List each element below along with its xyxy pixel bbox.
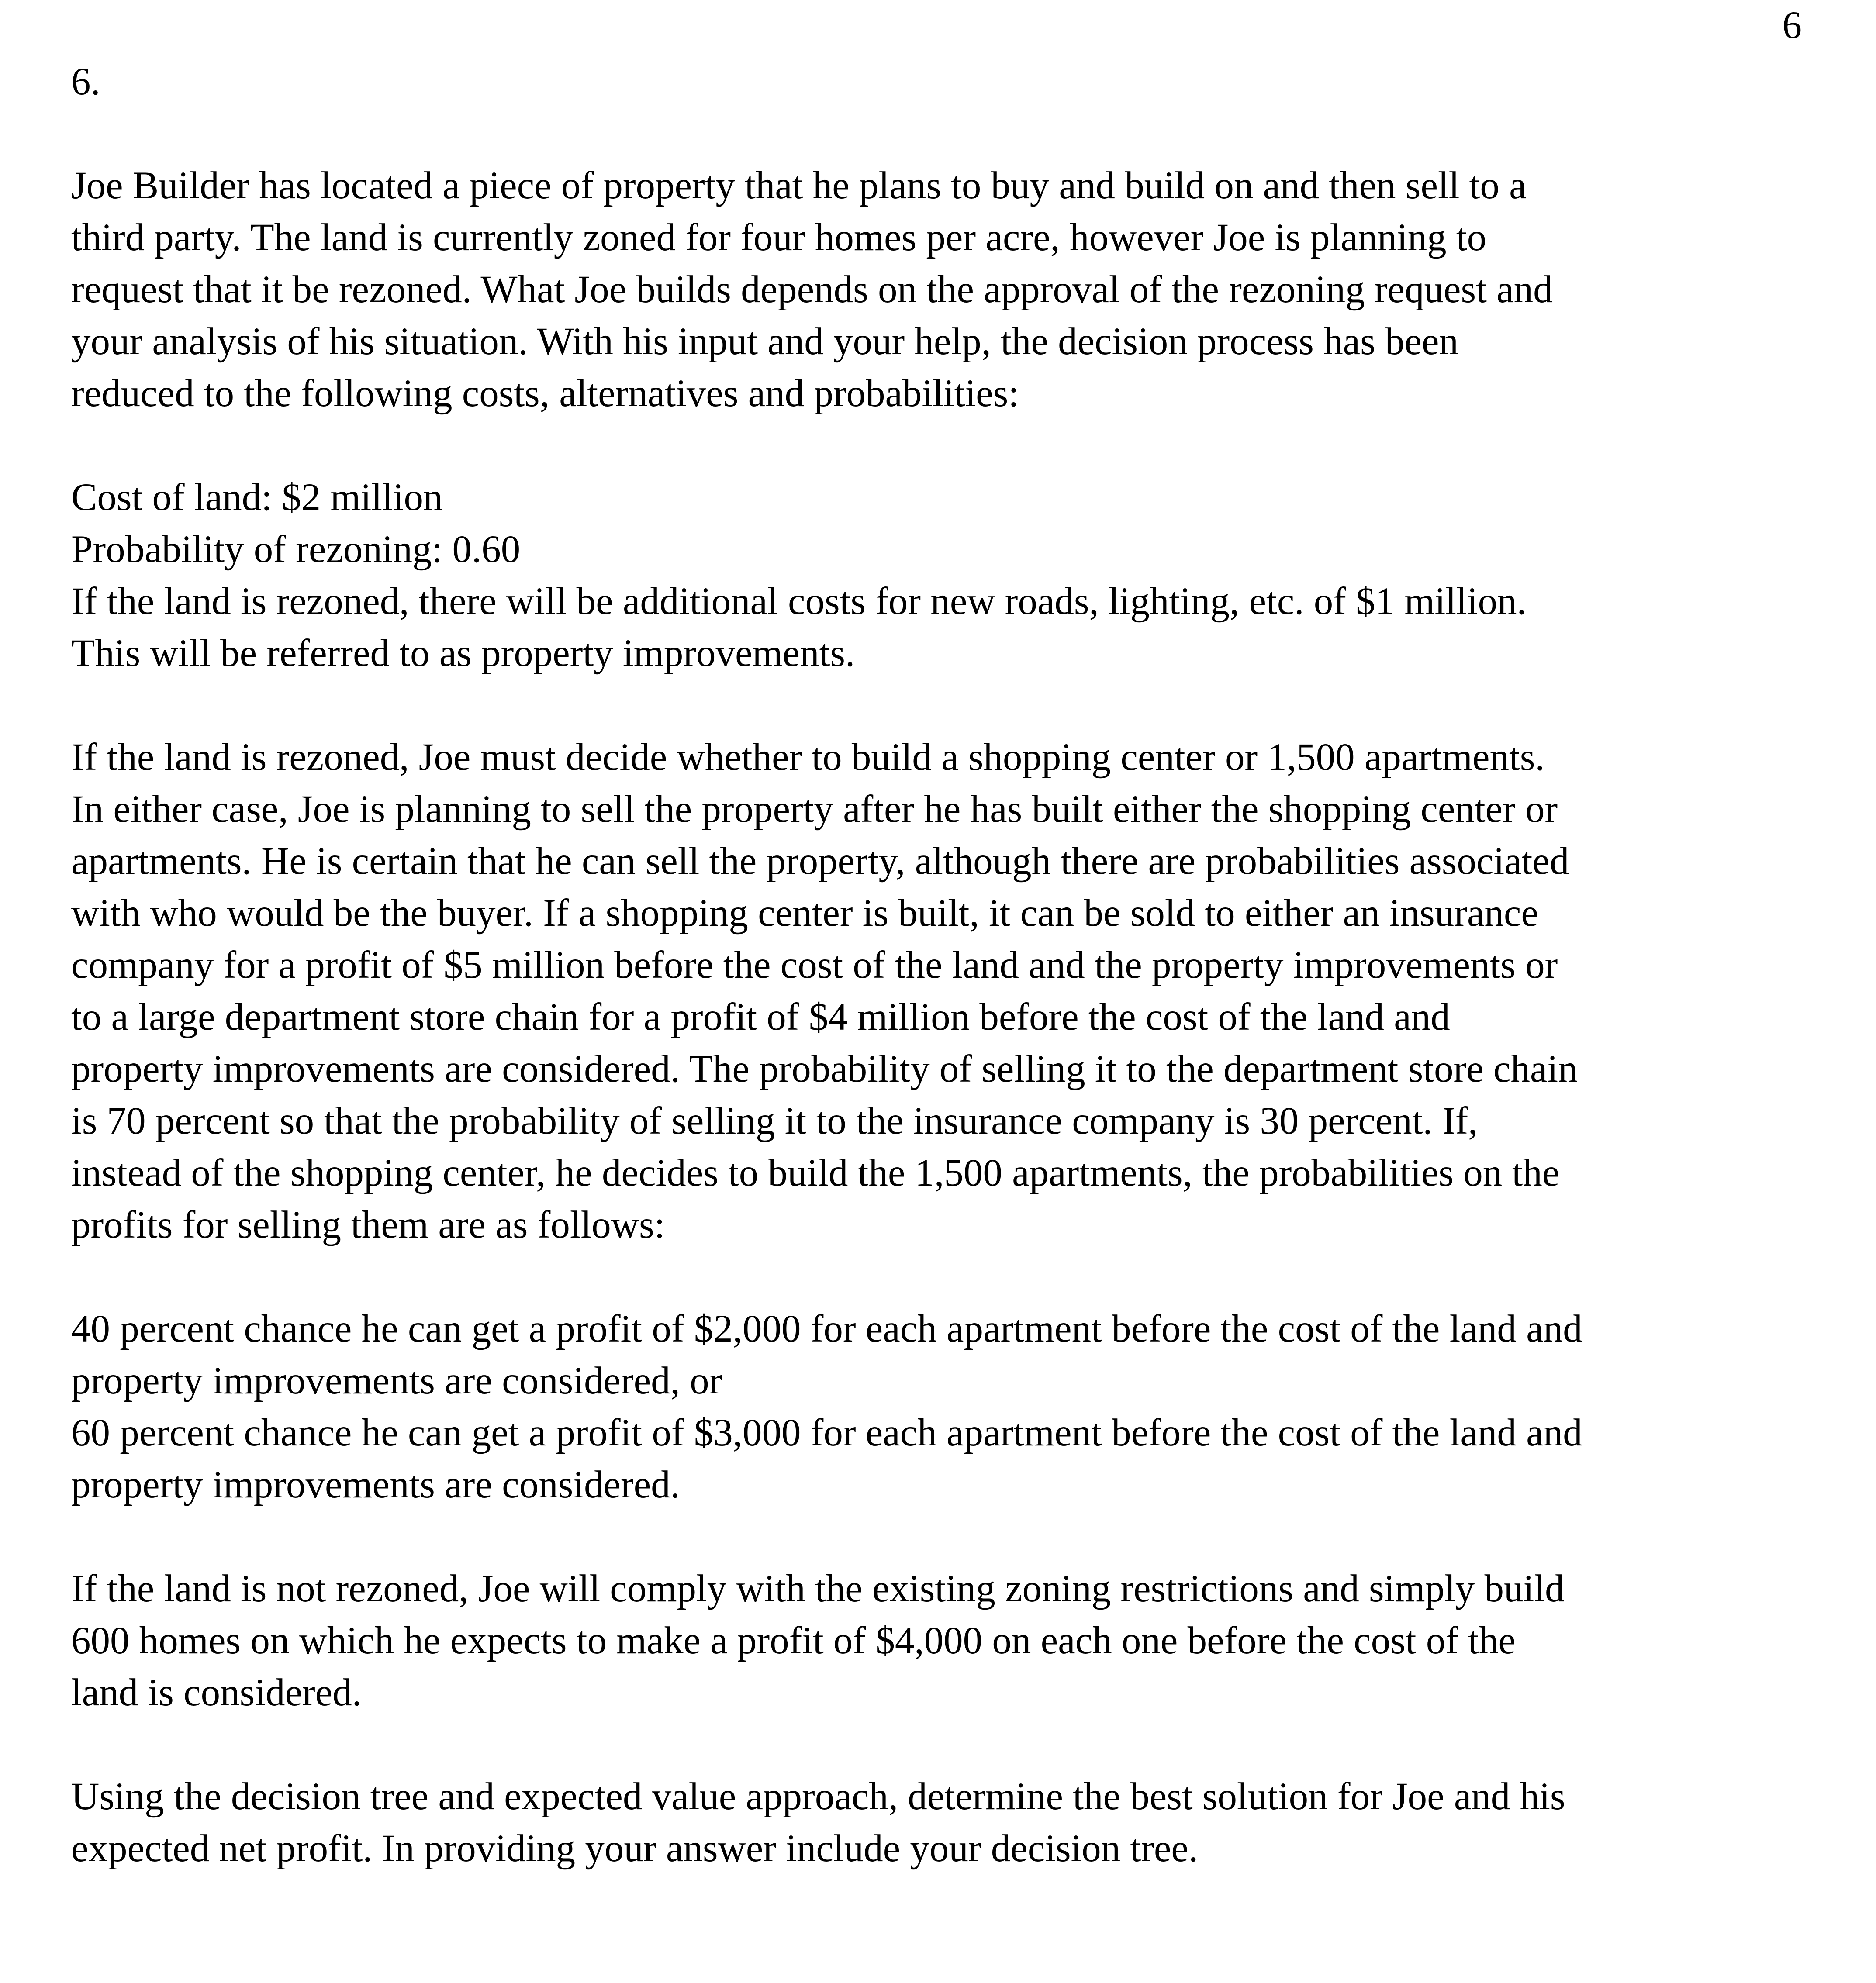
fact-improvements-line: This will be referred to as property improvements.: [71, 632, 855, 675]
facts-paragraph: [71, 472, 1823, 679]
intro-line: reduced to the following costs, alternatives and probabilities:: [71, 372, 1019, 415]
not-rezoned-line: If the land is not rezoned, Joe will comply with the existing zoning restrictions and simply build: [71, 1567, 1565, 1610]
rezoned-paragraph: [71, 731, 1823, 1251]
rezoned-line: If the land is rezoned, Joe must decide whether to build a shopping center or 1,500 apartments.: [71, 736, 1545, 779]
not-rezoned-line: land is considered.: [71, 1671, 362, 1714]
intro-line: request that it be rezoned. What Joe builds depends on the approval of the rezoning request and: [71, 268, 1553, 311]
apartments-line: 40 percent chance he can get a profit of $2,000 for each apartment before the cost of the land and: [71, 1307, 1582, 1350]
rezoned-line: apartments. He is certain that he can sell the property, although there are probabilities associated: [71, 840, 1569, 883]
rezoned-line: instead of the shopping center, he decides to build the 1,500 apartments, the probabilities on the: [71, 1152, 1560, 1194]
page-number: 6: [1782, 4, 1802, 47]
rezoned-line: profits for selling them are as follows:: [71, 1204, 665, 1246]
intro-line: Joe Builder has located a piece of property that he plans to buy and build on and then sell to a: [71, 164, 1527, 207]
apartments-line: 60 percent chance he can get a profit of $3,000 for each apartment before the cost of the land and: [71, 1411, 1582, 1454]
rezoned-line: with who would be the buyer. If a shopping center is built, it can be sold to either an insurance: [71, 892, 1538, 935]
fact-cost-of-land: Cost of land: $2 million: [71, 476, 443, 519]
intro-line: your analysis of his situation. With his input and your help, the decision process has been: [71, 320, 1459, 363]
task-line: Using the decision tree and expected value approach, determine the best solution for Joe and his: [71, 1775, 1565, 1818]
intro-paragraph: [71, 160, 1823, 420]
rezoned-line: property improvements are considered. The probability of selling it to the department store chain: [71, 1048, 1578, 1090]
spacer: [71, 420, 1823, 472]
fact-probability-rezoning: Probability of rezoning: 0.60: [71, 528, 521, 571]
spacer: [71, 108, 1823, 160]
fact-improvements-line: If the land is rezoned, there will be additional costs for new roads, lighting, etc. of $1 million.: [71, 580, 1527, 623]
spacer: [71, 1719, 1823, 1771]
problem-number: 6.: [71, 60, 100, 103]
apartments-line: property improvements are considered.: [71, 1463, 680, 1506]
rezoned-line: to a large department store chain for a profit of $4 million before the cost of the land and: [71, 996, 1450, 1038]
not-rezoned-line: 600 homes on which he expects to make a profit of $4,000 on each one before the cost of the: [71, 1619, 1516, 1662]
document-body: [71, 56, 1823, 1875]
task-paragraph: [71, 1771, 1823, 1875]
spacer: [71, 679, 1823, 731]
rezoned-line: is 70 percent so that the probability of selling it to the insurance company is 30 percent. If,: [71, 1100, 1478, 1142]
rezoned-line: company for a profit of $5 million before the cost of the land and the property improvements or: [71, 944, 1558, 986]
task-line: expected net profit. In providing your answer include your decision tree.: [71, 1827, 1199, 1870]
intro-line: third party. The land is currently zoned for four homes per acre, however Joe is planning to: [71, 216, 1487, 259]
rezoned-line: In either case, Joe is planning to sell the property after he has built either the shopping center or: [71, 788, 1558, 831]
not-rezoned-paragraph: [71, 1563, 1823, 1719]
apartments-line: property improvements are considered, or: [71, 1359, 722, 1402]
spacer: [71, 1251, 1823, 1303]
spacer: [71, 1511, 1823, 1563]
apartments-paragraph: [71, 1303, 1823, 1511]
